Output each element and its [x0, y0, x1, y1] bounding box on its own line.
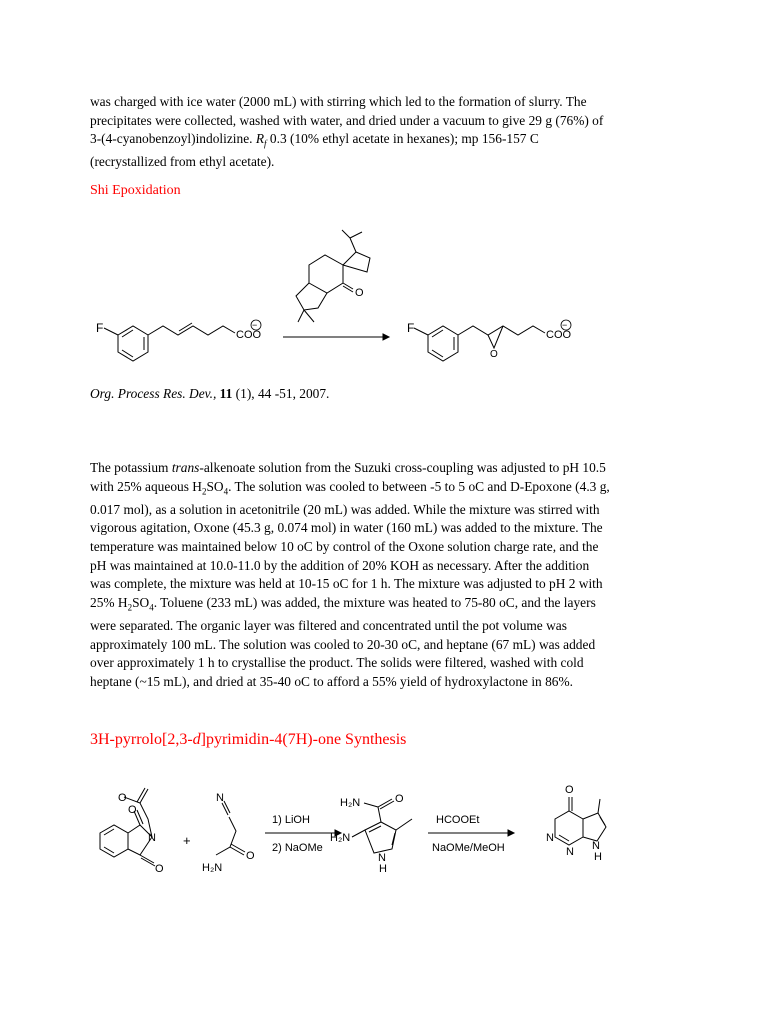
- imide-nitrogen-label: N: [148, 832, 156, 844]
- pyrrole-nitrogen-label: N: [378, 852, 386, 864]
- product-nitrogen-label: N: [566, 846, 574, 858]
- left-chain: [148, 326, 235, 335]
- left-carboxylate-label: COO: [236, 329, 262, 341]
- intro-line: 3-(4-cyanobenzoyl)indolizine.: [90, 131, 253, 147]
- trans-italic: trans: [171, 460, 200, 475]
- citation-rest: (1), 44 -51, 2007.: [232, 386, 330, 401]
- intro-line: (recrystallized from ethyl acetate).: [90, 154, 275, 170]
- catalyst-ring: [309, 255, 343, 293]
- reagent-step1b: 2) NaOMe: [272, 842, 323, 854]
- pyrrole-hydrogen-label: H: [379, 863, 387, 875]
- product-pyrrole-nitrogen-label: N: [592, 840, 600, 852]
- nitrile-nitrogen-label: N: [216, 792, 224, 804]
- epoxide-ring: [488, 326, 503, 348]
- citation: [90, 386, 329, 402]
- product-nitrogen-label: N: [546, 832, 554, 844]
- reagent-step1a: 1) LiOH: [272, 814, 310, 826]
- reagent-step2b: NaOMe/MeOH: [432, 842, 505, 854]
- intro-paragraph: [90, 93, 690, 172]
- pyrrole-amide-oxygen-label: O: [395, 793, 404, 805]
- section-title-shi-epoxidation: Shi Epoxidation: [90, 183, 181, 198]
- imide-oxygen-label: O: [155, 863, 164, 875]
- plus-sign: +: [183, 833, 191, 848]
- intro-line: precipitates were collected, washed with water, and dried under a vacuum to give 29 g (76%) of: [90, 112, 604, 128]
- imide-oxygen-label: O: [128, 804, 137, 816]
- epoxide-oxygen-label: O: [490, 349, 498, 360]
- pyrrole-amide-label: H₂N: [340, 797, 361, 809]
- rf-label: $R_f$: [255, 131, 267, 149]
- phthalimide-benzene: [100, 825, 128, 857]
- intro-line: 0.3 (10% ethyl acetate in hexanes); mp 156-157 C: [266, 131, 539, 147]
- left-minus-sign: −: [252, 320, 258, 330]
- amide-oxygen-label: O: [246, 850, 255, 862]
- citation-volume: 11: [219, 386, 233, 401]
- intro-line: was charged with ice water (2000 mL) with stirring which led to the formation of slurry. The: [90, 94, 587, 109]
- pyrimidinone-ring: [555, 811, 583, 845]
- product-oxygen-label: O: [565, 784, 574, 796]
- procedure-paragraph: The potassium trans-alkenoate solution from the Suzuki cross-coupling was adjusted to pH 10.5 with 25% aqueous $H_2SO_4$. The solution was cooled to between -5 to 5 oC and D-Epoxone (4.3 g, 0.017 mol), as a solution in acetonitrile (20 mL) was added. While the mixture was stirred with vigorous agitation, Oxone (45.3 g, 0.074 mol) in water (160 mL) was added to the mixture. The temperature was maintained below 10 oC by control of the Oxone solution charge rate, and the pH was maintained at 10.0-11.0 by the addition of 20% KOH as necessary. After the addition was complete, the mixture was held at 10-15 oC for 1 h. The mixture was adjusted to pH 2 with 25% $H_2SO_4$. Toluene (233 mL) was added, the mixture was heated to 75-80 oC, and the layers were separated. The organic layer was filtered and concentrated until the pot volume was approximately 100 mL. The solution was cooled to 20-30 oC, and heptane (67 mL) was added over approximately 1 h to crystallise the product. The solids were filtered, washed with cold heptane (~15 mL), and dried at 35-40 oC to afford a 55% yield of hydroxylactone in 86%.: [90, 460, 610, 689]
- ketone-oxygen-label: O: [355, 287, 364, 299]
- product-hydrogen-label: H: [594, 851, 602, 863]
- right-fluoro-label: F: [407, 321, 415, 335]
- ketone-oxygen-label: O: [118, 792, 127, 804]
- reagent-step2a: HCOOEt: [436, 814, 480, 826]
- amide-amine-label: H₂N: [202, 862, 223, 874]
- right-minus-sign: −: [562, 320, 568, 330]
- section-title-pyrrolopyrimidinone: 3H-pyrrolo[2,3-d]pyrimidin-4(7H)-one Synthesis: [90, 731, 407, 748]
- left-fluoro-label: F: [96, 321, 104, 335]
- pyrrole-amine-label: H₂N: [330, 832, 351, 844]
- pyrrolopyrimidinone-scheme: [0, 775, 768, 905]
- citation-journal: Org. Process Res. Dev.,: [90, 386, 217, 401]
- fused-pyrrole-ring: [583, 813, 606, 841]
- right-carboxylate-label: COO: [546, 329, 572, 341]
- shi-epoxidation-scheme: [0, 210, 768, 380]
